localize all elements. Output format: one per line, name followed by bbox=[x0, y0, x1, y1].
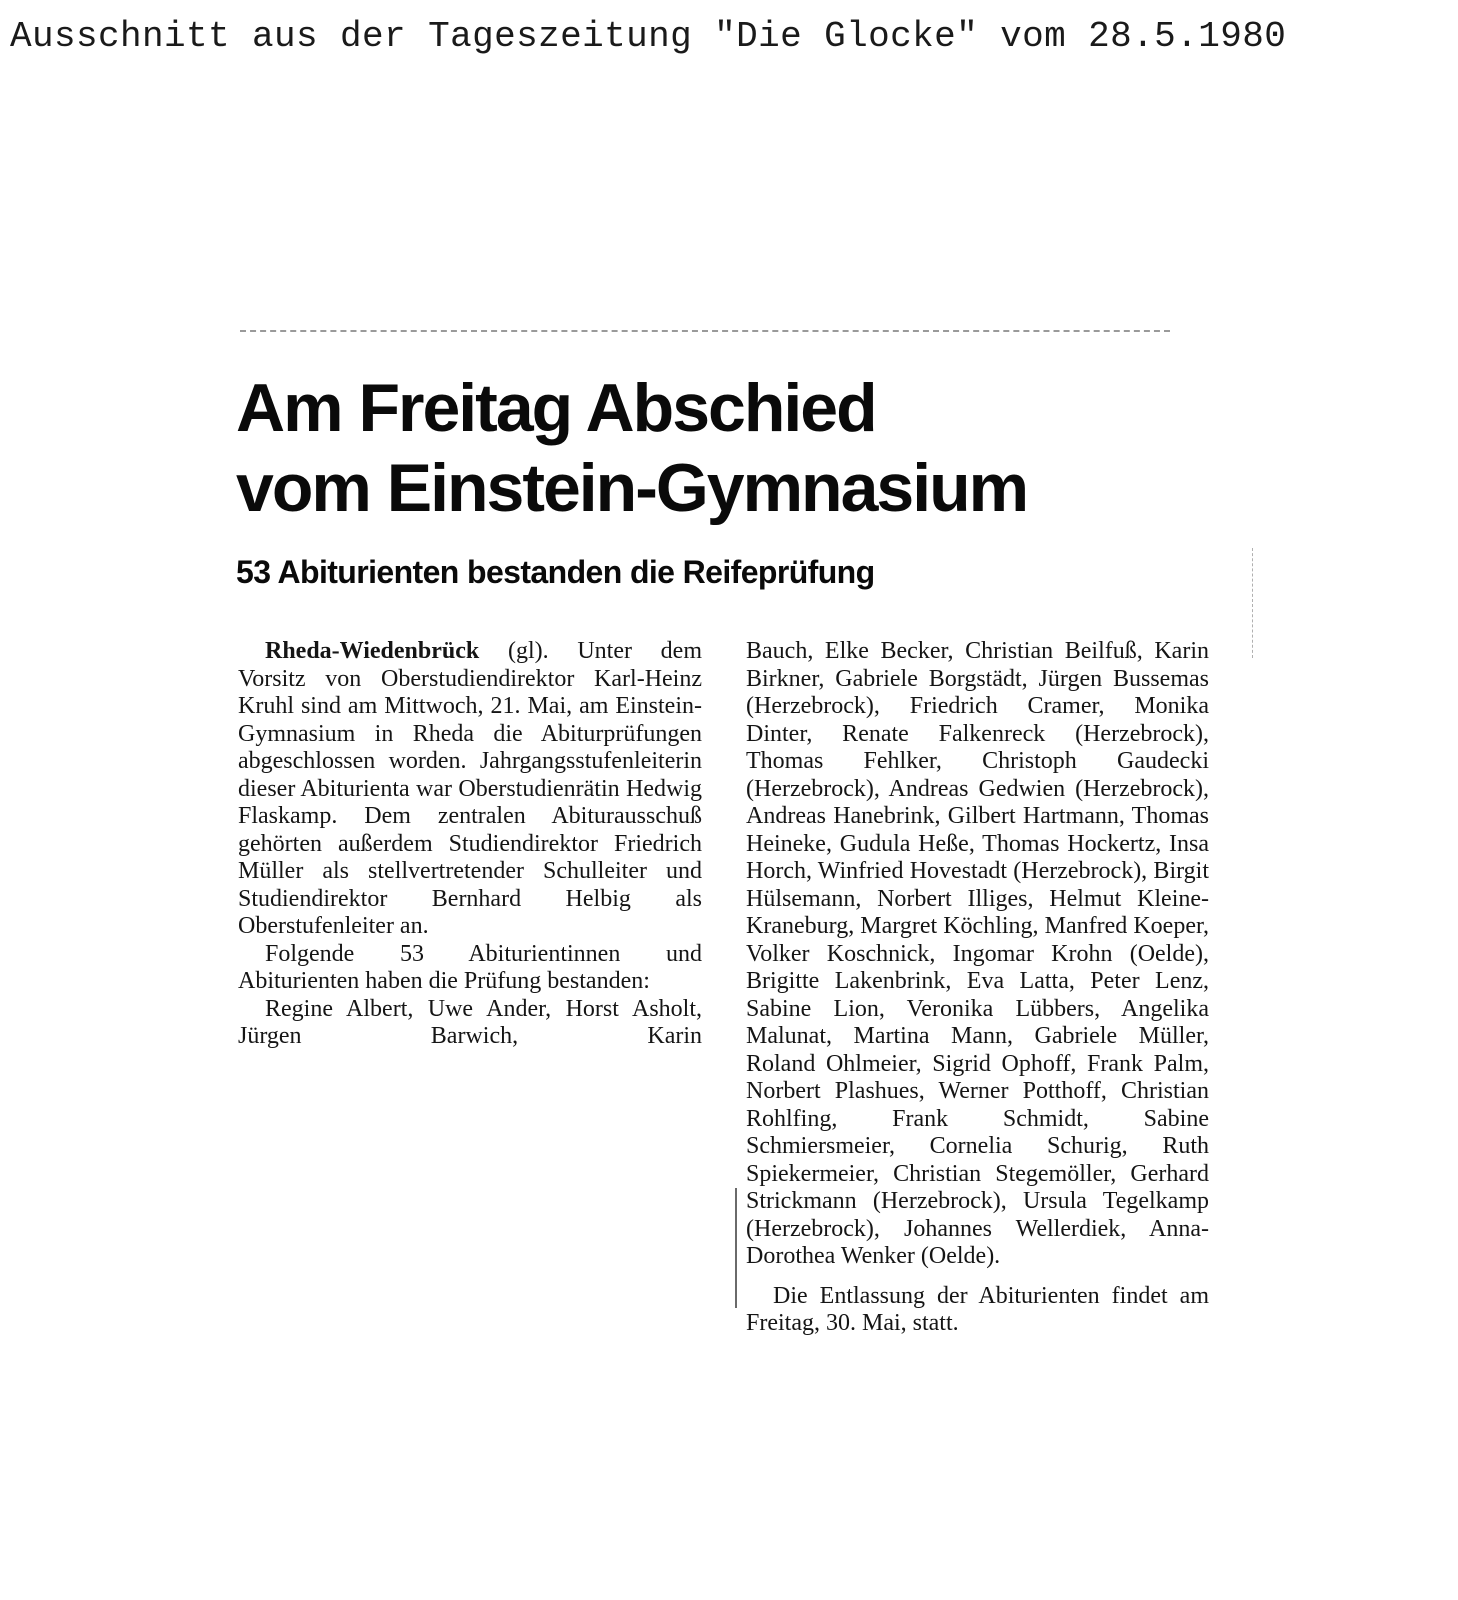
article-column-left bbox=[238, 638, 702, 1051]
headline-line-2: vom Einstein-Gymnasium bbox=[236, 450, 1028, 526]
margin-mark bbox=[1252, 548, 1253, 658]
names-list-continued: Bauch, Elke Becker, Christian Beilfuß, Karin Birkner, Gabriele Borgstädt, Jürgen Bussemas (Herzebrock), Friedrich Cramer, Monika Dinter, Renate Falkenreck (Herzebrock), Thomas Fehlker, Christoph Gaudecki (Herzebrock), Andreas Gedwien (Herzebrock), Andreas Hanebrink, Gilbert Hartmann, Thomas Heineke, Gudula Heße, Thomas Hockertz, Insa Horch, Winfried Hovestadt (Herzebrock), Birgit Hülsemann, Norbert Illiges, Helmut Kleine-Kraneburg, Margret Köchling, Manfred Koeper, Volker Koschnick, Ingomar Krohn (Oelde), Brigitte Lakenbrink, Eva Latta, Peter Lenz, Sabine Lion, Veronika Lübbers, Angelika Malunat, Martina Mann, Gabriele Müller, Roland Ohlmeier, Sigrid Ophoff, Frank Palm, Norbert Plashues, Werner Potthoff, Christian Rohlfing, Frank Schmidt, Sabine Schmiersmeier, Cornelia Schurig, Ruth Spiekermeier, Christian Stegemöller, Gerhard Strickmann (Herzebrock), Ursula Tegelkamp (Herzebrock), Johannes Wellerdiek, Anna-Dorothea Wenker (Oelde). bbox=[746, 638, 1209, 1269]
dateline: Rheda-Wiedenbrück bbox=[265, 638, 480, 664]
clipping-caption: Ausschnitt aus der Tageszeitung "Die Glocke" vom 28.5.1980 bbox=[10, 16, 1287, 57]
names-list-start: Regine Albert, Uwe Ander, Horst Asholt, Jürgen Barwich, Karin bbox=[238, 995, 702, 1049]
names-intro-paragraph: Folgende 53 Abiturientinnen und Abiturienten haben die Prüfung bestanden: bbox=[238, 940, 702, 994]
top-divider bbox=[240, 330, 1170, 332]
intro-paragraph bbox=[238, 638, 702, 941]
article-headline bbox=[236, 368, 1236, 528]
article-subheadline: 53 Abiturienten bestanden die Reifeprüfung bbox=[236, 554, 875, 590]
article-column-right bbox=[746, 638, 1209, 1338]
headline-line-1: Am Freitag Abschied bbox=[236, 370, 876, 446]
column-mark bbox=[735, 1188, 737, 1308]
closing-paragraph: Die Entlassung der Abiturienten findet am Freitag, 30. Mai, statt. bbox=[746, 1282, 1209, 1336]
intro-text: (gl). Unter dem Vorsitz von Oberstudiendirektor Karl-Heinz Kruhl sind am Mittwoch, 21. Mai, am Einstein-Gymnasium in Rheda die Abiturprüfungen abgeschlossen worden. Jahrgangsstufenleiterin dieser Abiturienta war Oberstudienrätin Hedwig Flaskamp. Dem zentralen Abiturausschuß gehörten außerdem Studiendirektor Friedrich Müller als stellvertretender Schulleiter und Studiendirektor Bernhard Helbig als Oberstufenleiter an. bbox=[238, 638, 702, 939]
